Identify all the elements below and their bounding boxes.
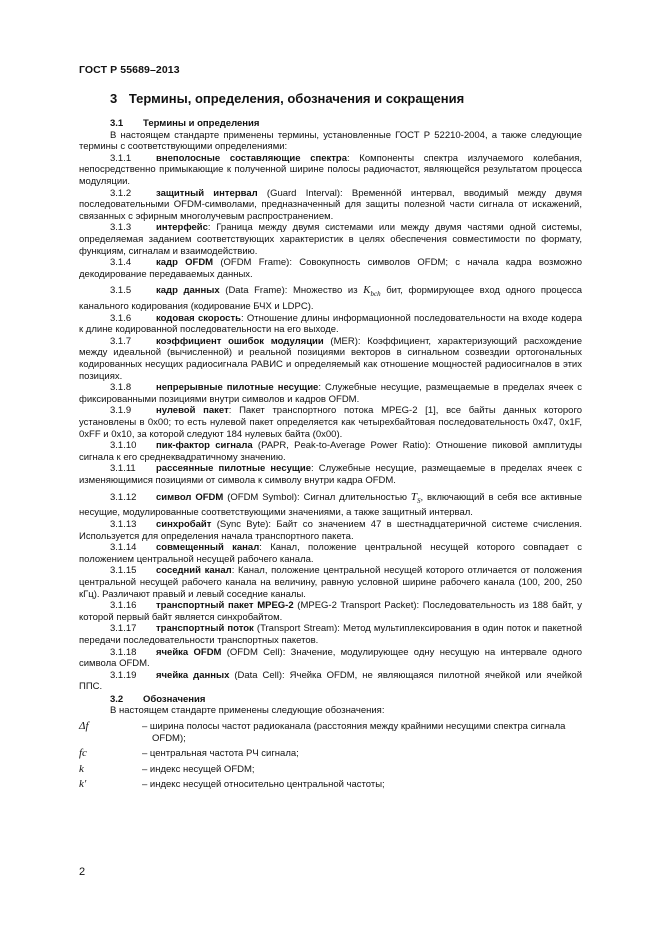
symbols-list: [79, 721, 582, 791]
term-definition: : Компоненты спектра излучаемого колебания, непосредственно примыкающие к полученной ширине полосы радиочастот, являющейся результатом процесса модуляции.: [79, 152, 582, 187]
term-definition: (OFDM Frame): Совокупность символов OFDM; с начала кадра возможно декодирование передаваемых данных.: [79, 257, 582, 280]
term-entry: [79, 257, 582, 280]
term-definition: (PAPR, Peak-to-Average Power Ratio): Отношение пиковой амплитуды сигнала к его среднеквадратичному значению.: [79, 440, 582, 463]
term-name: соседний канал: [156, 565, 232, 577]
term-entry: [79, 565, 582, 600]
term-number: 3.1.5: [110, 285, 132, 297]
term-entry: [79, 440, 582, 463]
term-number: 3.1.12: [110, 491, 137, 503]
subsection-heading-3-1: [79, 118, 582, 130]
subsection-heading-3-2: [79, 694, 582, 706]
term-number: 3.1.11: [110, 463, 136, 475]
term-definition: (Data Cell): Ячейка OFDM, не являющаяся пилотной ячейкой или ячейкой ППС.: [79, 669, 583, 693]
intro-paragraph: В настоящем стандарте применены термины, установленные ГОСТ Р 52210-2004, а также следующие термины с соответствующими определениями:: [79, 129, 582, 153]
subsection-number: 3.1: [110, 118, 124, 129]
term-number: 3.1.8: [110, 382, 132, 394]
term-number: 3.1.19: [110, 669, 137, 681]
math-subscript: S: [416, 496, 421, 505]
term-name: защитный интервал: [156, 187, 258, 199]
symbol-entry: [79, 721, 582, 744]
terms-list: [79, 153, 582, 693]
subsection-number: 3.2: [110, 693, 124, 705]
math-symbol: [363, 284, 381, 299]
term-definition-cont: бит, формирующее вход одного процесса канального кодирования (кодирование БЧХ и LDPC).: [79, 285, 582, 313]
term-definition: (Transport Stream): Метод мультиплексирования в один поток и пакетной передачи последовательности транспортных пакетов.: [79, 623, 582, 646]
document-body: [79, 118, 582, 791]
term-number: 3.1.10: [110, 440, 137, 452]
term-definition: (Data Frame): Множество из: [219, 285, 364, 297]
term-name: транспортный поток: [156, 623, 254, 635]
term-entry: [79, 623, 582, 646]
term-entry: [79, 670, 582, 693]
term-entry: [79, 336, 582, 382]
term-name: пик-фактор сигнала: [156, 440, 253, 452]
term-entry: [79, 382, 582, 405]
term-entry: [79, 600, 582, 623]
term-name: рассеянные пилотные несущие: [156, 463, 312, 475]
term-definition: : Канал, положение центральной несущей которого совпадает с положением центральной несущей рабочего канала.: [79, 542, 583, 565]
term-name: нулевой пакет: [156, 405, 229, 417]
symbol: k: [79, 762, 84, 775]
term-number: 3.1.14: [110, 542, 137, 554]
symbol-description: – индекс несущей OFDM;: [142, 763, 255, 775]
symbol: k′: [79, 778, 87, 791]
term-name: ячейка OFDM: [156, 646, 222, 658]
term-entry: [79, 519, 582, 542]
term-entry: [79, 313, 582, 336]
term-name: непрерывные пилотные несущие: [156, 382, 319, 394]
section-title: Термины, определения, обозначения и сокращения: [128, 91, 465, 106]
term-definition: : Канал, положение центральной несущей которого отличается от положения центральной несущей рабочего канала на величину, равную условной ширине рабочего канала (100, 200, 250 кГц). Различают правый и левый соседние каналы.: [79, 565, 582, 600]
term-definition: (MER): Коэффициент, характеризующий расхождение между идеальной (вычисленной) и реальной позициями векторов в сигнальном созвездии ортогональных кодированных несущих радиосигнала РАВИС и определяемый как отношение мощностей радиосигналов в этих позициях.: [79, 335, 582, 382]
term-definition: : Служебные несущие, размещаемые в пределах ячеек с фиксированными позициями внутри символов и кадров OFDM.: [79, 382, 582, 405]
term-number: 3.1.16: [110, 600, 137, 612]
math-base: T: [410, 490, 417, 503]
term-name: интерфейс: [156, 222, 208, 234]
term-definition: (OFDM Symbol): Сигнал длительностью: [223, 491, 411, 503]
term-number: 3.1.1: [110, 152, 132, 164]
section-heading: [110, 91, 464, 106]
term-entry: [79, 492, 582, 519]
term-definition: (OFDM Cell): Значение, модулирующее одну несущую на интервале одного символа OFDM.: [79, 646, 582, 670]
symbol-description: – индекс несущей относительно центральной частоты;: [142, 779, 385, 791]
term-number: 3.1.2: [110, 187, 132, 199]
term-number: 3.1.4: [110, 257, 132, 269]
term-number: 3.1.9: [110, 405, 132, 417]
symbol: Δf: [79, 720, 89, 733]
term-definition: (Sync Byte): Байт со значением 47 в шестнадцатеричной системе счисления. Используется для определения начала транспортного пакета.: [79, 518, 582, 542]
subsection-title: Термины и определения: [143, 118, 260, 129]
term-entry: [79, 405, 582, 440]
term-entry: [79, 285, 582, 312]
page-number: 2: [79, 866, 86, 878]
term-number: 3.1.17: [110, 623, 137, 635]
term-name: кодовая скорость: [156, 312, 241, 324]
term-number: 3.1.7: [110, 335, 132, 347]
term-name: кадр OFDM: [156, 257, 214, 269]
symbol-entry: [79, 764, 582, 776]
term-definition: : Пакет транспортного потока MPEG-2 [1], все байты данных которого установлены в 0x00; то есть нулевой пакет определяется как четырехбайтовая последовательность 0x47, 0x1F, 0xFF и 0x10, за которой следуют 184 нулевых байта (0x00).: [79, 405, 582, 440]
symbol-entry: [79, 779, 582, 791]
term-name: кадр данных: [156, 285, 220, 297]
term-entry: [79, 647, 582, 670]
term-entry: [79, 463, 582, 486]
term-number: 3.1.15: [110, 565, 137, 577]
subsection-title: Обозначения: [143, 693, 206, 705]
term-number: 3.1.6: [110, 312, 132, 324]
symbol-entry: [79, 748, 582, 760]
term-name: синхробайт: [156, 518, 212, 530]
term-entry: [79, 542, 582, 565]
term-number: 3.1.3: [110, 222, 132, 234]
term-name: совмещенный канал: [156, 542, 260, 554]
symbols-intro: В настоящем стандарте применены следующие обозначения:: [110, 705, 385, 717]
symbol-description: – ширина полосы частот радиоканала (расстояния между крайними несущими спектра сигнала OFDM);: [142, 721, 566, 744]
term-definition: (MPEG-2 Transport Packet): Последовательность из 188 байт, у которой первый байт является синхробайтом.: [79, 600, 582, 623]
math-subscript: bch: [370, 290, 381, 299]
term-definition: : Служебные несущие, размещаемые в пределах ячеек с изменяющимися позициями от символа к символу внутри кадра OFDM.: [79, 463, 582, 486]
term-definition-cont: , включающий в себя все активные несущие, модулированные соответствующими значениями, а также защитный интервал.: [79, 491, 583, 519]
term-entry: [79, 188, 582, 223]
term-definition: : Отношение длины информационной последовательности на входе кодера к длине кодированной последовательности на его выходе.: [79, 312, 582, 336]
term-name: коэффициент ошибок модуляции: [156, 335, 324, 347]
term-number: 3.1.13: [110, 518, 137, 530]
term-name: внеполосные составляющие спектра: [156, 152, 348, 164]
math-base: K: [363, 284, 371, 297]
section-number: 3: [110, 91, 118, 106]
term-definition: (Guard Interval): Временнóй интервал, вводимый между двумя последовательными OFDM-символами, предназначенный для защиты полезной части сигнала от искажений, связанных с эфирным многолучевым распространением.: [79, 187, 582, 222]
term-entry: [79, 222, 582, 257]
term-number: 3.1.18: [110, 646, 137, 658]
term-definition: : Граница между двумя системами или между двумя частями одной системы, определяемая заданием соответствующих характеристик в целях обеспечения совместимости по формату, функциям, сигналам и взаимодействию.: [79, 222, 582, 257]
symbol-description: – центральная частота РЧ сигнала;: [142, 748, 299, 760]
term-name: транспортный пакет MPEG-2: [156, 600, 294, 612]
document-header: ГОСТ Р 55689–2013: [79, 64, 180, 76]
symbol: fc: [79, 747, 87, 760]
term-entry: [79, 153, 582, 188]
term-name: ячейка данных: [156, 669, 230, 681]
term-name: символ OFDM: [156, 491, 224, 503]
